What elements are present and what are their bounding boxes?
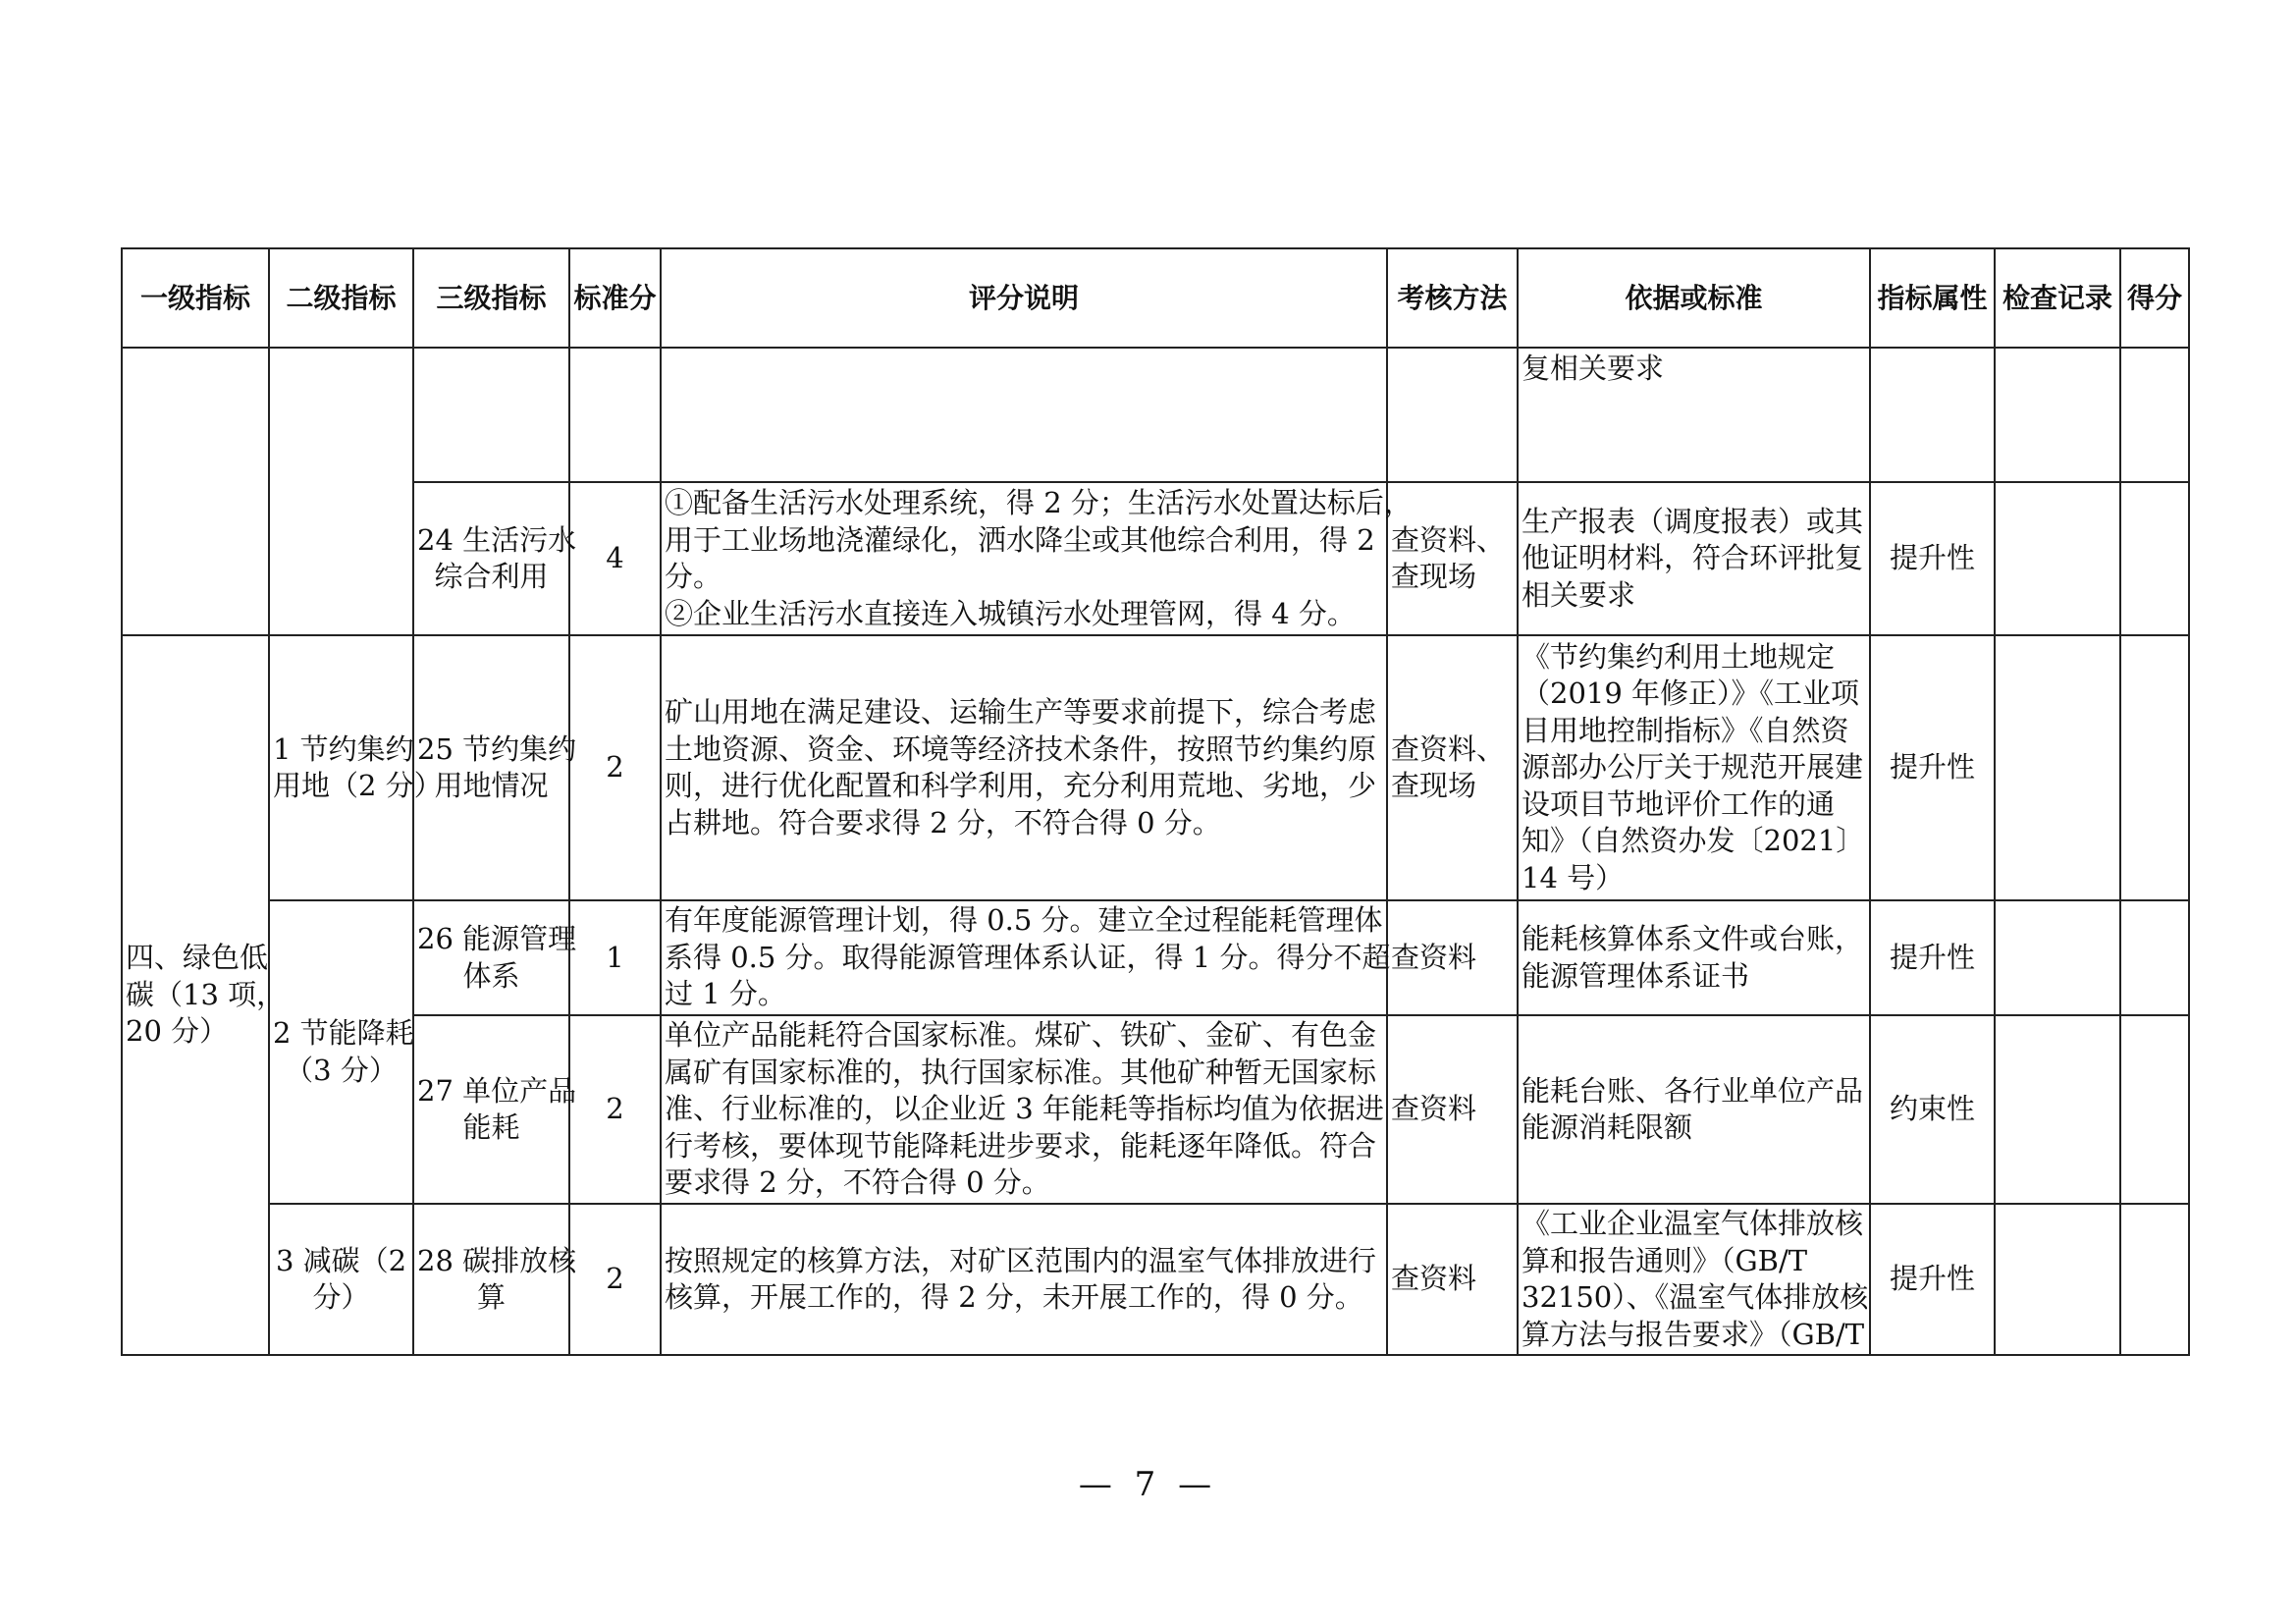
text-line: 生产报表（调度报表）或其 [1522, 504, 1864, 538]
header-description: 评分说明 [661, 248, 1387, 348]
text-line: 查现场 [1391, 769, 1477, 802]
evaluation-table [121, 247, 2190, 1356]
record-cell [1995, 1015, 2120, 1204]
text-line: 查资料 [1391, 1092, 1477, 1126]
basis-cell [1518, 482, 1870, 635]
text-line: 26 能源管理 [417, 922, 577, 955]
score-cell: 4 [569, 482, 661, 635]
description-cell [661, 348, 1387, 482]
level3-cell [413, 635, 577, 900]
text-line: 用地（2 分） [273, 769, 443, 802]
text-line: 25 节约集约 [417, 731, 577, 766]
text-line: ②企业生活污水直接连入城镇污水处理管网，得 4 分。 [665, 596, 1356, 630]
text-line: 算和报告通则》（GB/T [1522, 1243, 1808, 1277]
header-level3: 三级指标 [413, 248, 569, 348]
level3-cell [413, 348, 569, 482]
text-line: 24 生活污水 [417, 522, 577, 557]
level3-cell [413, 1204, 577, 1355]
text-line: 用于工业场地浇灌绿化，洒水降尘或其他综合利用，得 2 [665, 522, 1375, 557]
text-line: 查资料 [1391, 1262, 1477, 1296]
level3-cell [413, 1015, 577, 1204]
text-line: 能源消耗限额 [1522, 1110, 1693, 1144]
got-cell [2120, 900, 2189, 1015]
table-row [122, 482, 2189, 635]
method-cell [1387, 348, 1518, 482]
text-line: 查资料、 [1391, 522, 1506, 557]
text-line: 土地资源、资金、环境等经济技术条件，按照节约集约原 [665, 731, 1377, 766]
table-row [122, 900, 2189, 1015]
header-method: 考核方法 [1387, 248, 1518, 348]
text-line: 《工业企业温室气体排放核 [1522, 1207, 1864, 1240]
text-line: 能耗台账、各行业单位产品 [1522, 1073, 1864, 1108]
text-line: 占耕地。符合要求得 2 分，不符合得 0 分。 [665, 805, 1221, 839]
text-line: 2 节能降耗 [273, 1016, 414, 1050]
table-row [122, 348, 2189, 482]
attribute-cell: 提升性 [1870, 635, 1995, 900]
text-line: 算 [476, 1280, 506, 1314]
text-line: 按照规定的核算方法，对矿区范围内的温室气体排放进行 [665, 1243, 1377, 1277]
text-line: 设项目节地评价工作的通 [1522, 786, 1836, 821]
text-line: 过 1 分。 [665, 977, 786, 1011]
basis-cell [1518, 635, 1870, 900]
score-cell: 2 [569, 1204, 661, 1355]
attribute-cell: 提升性 [1870, 1204, 1995, 1355]
text-line: 3 减碳（2 [275, 1243, 407, 1277]
level1-cell [122, 348, 269, 635]
text-line: 1 节约集约 [273, 731, 414, 766]
level2-cell [269, 348, 413, 635]
got-cell [2120, 635, 2189, 900]
header-basis: 依据或标准 [1518, 248, 1870, 348]
level2-cell [269, 1204, 413, 1355]
text-line: 综合利用 [434, 560, 549, 593]
table-row [122, 1015, 2189, 1204]
score-cell: 2 [569, 635, 661, 900]
text-line: 碳（13 项， [126, 977, 286, 1011]
text-line: 查资料 [1391, 940, 1477, 974]
text-line: 分） [312, 1280, 370, 1314]
description-cell [661, 1204, 1387, 1355]
level3-cell [413, 900, 577, 1015]
header-score: 标准分 [569, 248, 661, 348]
text-line: 知》（自然资办发〔2021〕 [1522, 824, 1865, 858]
text-line: 四、绿色低 [126, 941, 269, 975]
attribute-cell [1870, 348, 1995, 482]
table-row [122, 1204, 2189, 1355]
header-got: 得分 [2120, 248, 2189, 348]
text-line: 20 分） [126, 1014, 229, 1049]
text-line: 源部办公厅关于规范开展建 [1522, 750, 1864, 785]
text-line: 算方法与报告要求》（GB/T [1522, 1317, 1865, 1351]
level2-cell [269, 635, 443, 900]
text-line: 系得 0.5 分。取得能源管理体系认证，得 1 分。得分不超 [665, 940, 1391, 974]
method-cell [1387, 900, 1518, 1015]
description-cell [661, 482, 1413, 635]
text-line: 分。 [665, 560, 722, 593]
method-cell [1387, 635, 1518, 900]
text-line: 相关要求 [1522, 577, 1636, 612]
description-cell [661, 1015, 1387, 1204]
description-cell [661, 900, 1391, 1015]
text-line: 目用地控制指标》《自然资 [1522, 713, 1849, 747]
table-row [122, 635, 2189, 900]
header-row [122, 248, 2189, 348]
text-line: 体系 [462, 958, 520, 993]
record-cell [1995, 900, 2120, 1015]
record-cell [1995, 635, 2120, 900]
basis-cell [1518, 348, 1870, 482]
attribute-cell: 提升性 [1870, 900, 1995, 1015]
record-cell [1995, 482, 2120, 635]
text-line: 用地情况 [434, 769, 549, 802]
text-line: 查资料、 [1391, 731, 1506, 766]
text-line: 27 单位产品 [417, 1073, 577, 1108]
got-cell [2120, 348, 2189, 482]
text-line: 复相关要求 [1522, 352, 1665, 385]
text-line: 要求得 2 分，不符合得 0 分。 [665, 1165, 1050, 1200]
text-line: 则，进行优化配置和科学利用，充分利用荒地、劣地，少 [665, 769, 1377, 802]
attribute-cell: 提升性 [1870, 482, 1995, 635]
header-level2: 二级指标 [269, 248, 413, 348]
basis-cell [1518, 1015, 1870, 1204]
got-cell [2120, 1204, 2189, 1355]
level2-cell [269, 900, 413, 1204]
text-line: 32150）、《温室气体排放核 [1522, 1280, 1869, 1314]
text-line: 准、行业标准的，以企业近 3 年能耗等指标均值为依据进 [665, 1092, 1384, 1126]
text-line: 有年度能源管理计划，得 0.5 分。建立全过程能耗管理体 [665, 903, 1383, 938]
text-line: 单位产品能耗符合国家标准。煤矿、铁矿、金矿、有色金 [665, 1018, 1377, 1053]
text-line: 属矿有国家标准的，执行国家标准。其他矿种暂无国家标 [665, 1055, 1377, 1089]
record-cell [1995, 1204, 2120, 1355]
level3-cell [413, 482, 577, 635]
method-cell [1387, 1015, 1518, 1204]
text-line: 行考核，要体现节能降耗进步要求，能耗逐年降低。符合 [665, 1128, 1377, 1163]
score-cell: 2 [569, 1015, 661, 1204]
text-line: 能耗 [462, 1110, 520, 1144]
text-line: （3 分） [285, 1053, 398, 1087]
text-line: 能源管理体系证书 [1522, 958, 1750, 993]
text-line: 矿山用地在满足建设、运输生产等要求前提下，综合考虑 [665, 695, 1377, 729]
method-cell [1387, 1204, 1518, 1355]
text-line: 核算，开展工作的，得 2 分，未开展工作的，得 0 分。 [665, 1280, 1363, 1314]
record-cell [1995, 348, 2120, 482]
header-level1: 一级指标 [122, 248, 269, 348]
text-line: 《节约集约利用土地规定 [1522, 639, 1836, 674]
text-line: （2019 年修正）》《工业项 [1522, 677, 1860, 711]
text-line: 14 号） [1522, 860, 1625, 894]
header-attribute: 指标属性 [1870, 248, 1995, 348]
text-line: 查现场 [1391, 560, 1477, 593]
text-line: 28 碳排放核 [417, 1243, 577, 1277]
attribute-cell: 约束性 [1870, 1015, 1995, 1204]
header-record: 检查记录 [1995, 248, 2120, 348]
score-cell [569, 348, 661, 482]
basis-cell [1518, 900, 1870, 1015]
level1-cell [122, 635, 286, 1355]
text-line: ①配备生活污水处理系统，得 2 分；生活污水处置达标后， [665, 486, 1413, 519]
page-number: — 7 — [1078, 1465, 1218, 1504]
text-line: 能耗核算体系文件或台账， [1522, 922, 1864, 955]
basis-cell [1518, 1204, 1870, 1355]
got-cell [2120, 482, 2189, 635]
score-cell: 1 [569, 900, 661, 1015]
text-line: 他证明材料，符合环评批复 [1522, 541, 1864, 575]
description-cell [661, 635, 1387, 900]
got-cell [2120, 1015, 2189, 1204]
